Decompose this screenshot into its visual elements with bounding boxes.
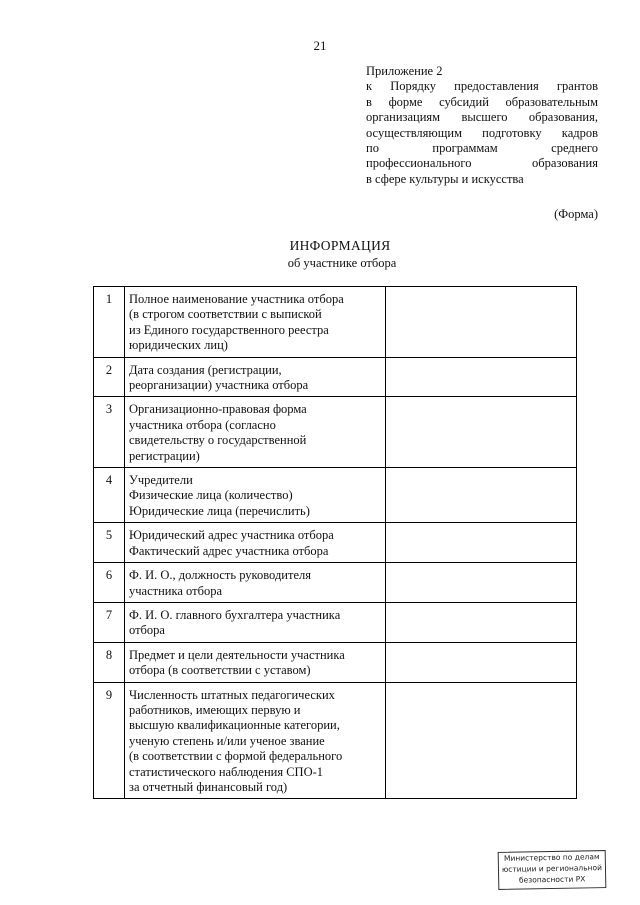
row-label-line: за отчетный финансовый год) — [129, 779, 288, 794]
row-number: 7 — [94, 602, 125, 642]
row-label-line: высшую квалификационные категории, — [129, 718, 340, 733]
row-label-line: реорганизации) участника отбора — [129, 378, 309, 393]
row-number: 2 — [94, 357, 125, 397]
row-label — [125, 523, 386, 563]
row-label-line: юридических лиц) — [129, 338, 228, 353]
appendix-line: к Порядку предоставления грантов — [366, 79, 598, 94]
row-number: 6 — [94, 563, 125, 603]
appendix-line: в сфере культуры и искусства — [366, 171, 524, 186]
appendix-line: организациям высшего образования, — [366, 110, 598, 125]
row-number: 5 — [94, 523, 125, 563]
row-label-line: Организационно-правовая форма — [129, 402, 307, 417]
row-value-field[interactable] — [386, 523, 577, 563]
stamp-line: юстиции и региональной — [501, 863, 603, 874]
row-label-line: (в строгом соответствии с выпиской — [129, 307, 322, 322]
row-label-line: регистрации) — [129, 448, 200, 463]
appendix-line: профессионального образования — [366, 156, 598, 171]
row-label-line: Дата создания (регистрации, — [129, 362, 282, 377]
table-row — [94, 468, 577, 523]
row-label-line: Юридические лица (перечислить) — [129, 503, 310, 518]
row-label — [125, 357, 386, 397]
row-label-line: Юридический адрес участника отбора — [129, 528, 334, 543]
row-value-field[interactable] — [386, 357, 577, 397]
document-title: ИНФОРМАЦИЯ — [289, 238, 391, 253]
row-label-line: Численность штатных педагогических — [129, 687, 335, 702]
table-row — [94, 682, 577, 799]
row-label-line: участника отбора (согласно — [129, 417, 276, 432]
stamp-line: Министерство по делам — [503, 852, 600, 863]
row-label — [125, 682, 386, 799]
row-label — [125, 397, 386, 468]
row-number: 4 — [94, 468, 125, 523]
table-row — [94, 523, 577, 563]
row-label-line: отбора (в соответствии с уставом) — [129, 663, 311, 678]
row-label-line: Фактический адрес участника отбора — [129, 543, 329, 558]
appendix-line: осуществляющим подготовку кадров — [366, 125, 598, 140]
row-number: 8 — [94, 642, 125, 682]
info-table — [93, 286, 577, 799]
row-label-line: Ф. И. О. главного бухгалтера участника — [129, 607, 341, 622]
table-row — [94, 287, 577, 358]
row-value-field[interactable] — [386, 682, 577, 799]
appendix-line: по программам среднего — [366, 141, 598, 156]
row-label-line: Физические лица (количество) — [129, 488, 293, 503]
row-label-line: Полное наименование участника отбора — [129, 292, 344, 306]
form-label: (Форма) — [554, 207, 598, 221]
document-subtitle: об участнике отбора — [287, 256, 397, 270]
row-value-field[interactable] — [386, 287, 577, 358]
table-row — [94, 397, 577, 468]
row-value-field[interactable] — [386, 563, 577, 603]
row-label-line: отбора — [129, 623, 165, 638]
table-row — [94, 602, 577, 642]
row-label — [125, 468, 386, 523]
registration-stamp — [498, 850, 607, 890]
row-label-line: участника отбора — [129, 583, 222, 598]
table-row — [94, 357, 577, 397]
row-label-line: статистического наблюдения СПО-1 — [129, 764, 324, 779]
row-number: 3 — [94, 397, 125, 468]
row-label — [125, 563, 386, 603]
row-value-field[interactable] — [386, 397, 577, 468]
row-label — [125, 602, 386, 642]
stamp-line: безопасности РХ — [518, 874, 586, 885]
appendix-line: Приложение 2 — [366, 64, 443, 78]
table-row — [94, 563, 577, 603]
row-value-field[interactable] — [386, 602, 577, 642]
row-number: 1 — [94, 287, 125, 358]
row-label-line: Ф. И. О., должность руководителя — [129, 568, 311, 583]
row-label-line: Учредители — [129, 473, 193, 488]
row-label — [125, 287, 386, 358]
row-label-line: Предмет и цели деятельности участника — [129, 647, 345, 662]
table-row — [94, 642, 577, 682]
row-value-field[interactable] — [386, 468, 577, 523]
row-label — [125, 642, 386, 682]
row-value-field[interactable] — [386, 642, 577, 682]
row-label-line: свидетельству о государственной — [129, 433, 307, 448]
row-label-line: из Единого государственного реестра — [129, 322, 329, 337]
page-number: 21 — [313, 38, 327, 53]
row-label-line: ученую степень и/или ученое звание — [129, 733, 325, 748]
appendix-header — [366, 64, 598, 187]
row-number: 9 — [94, 682, 125, 799]
appendix-line: в форме субсидий образовательным — [366, 94, 598, 109]
row-label-line: работников, имеющих первую и — [129, 702, 301, 717]
row-label-line: (в соответствии с формой федерального — [129, 749, 343, 764]
